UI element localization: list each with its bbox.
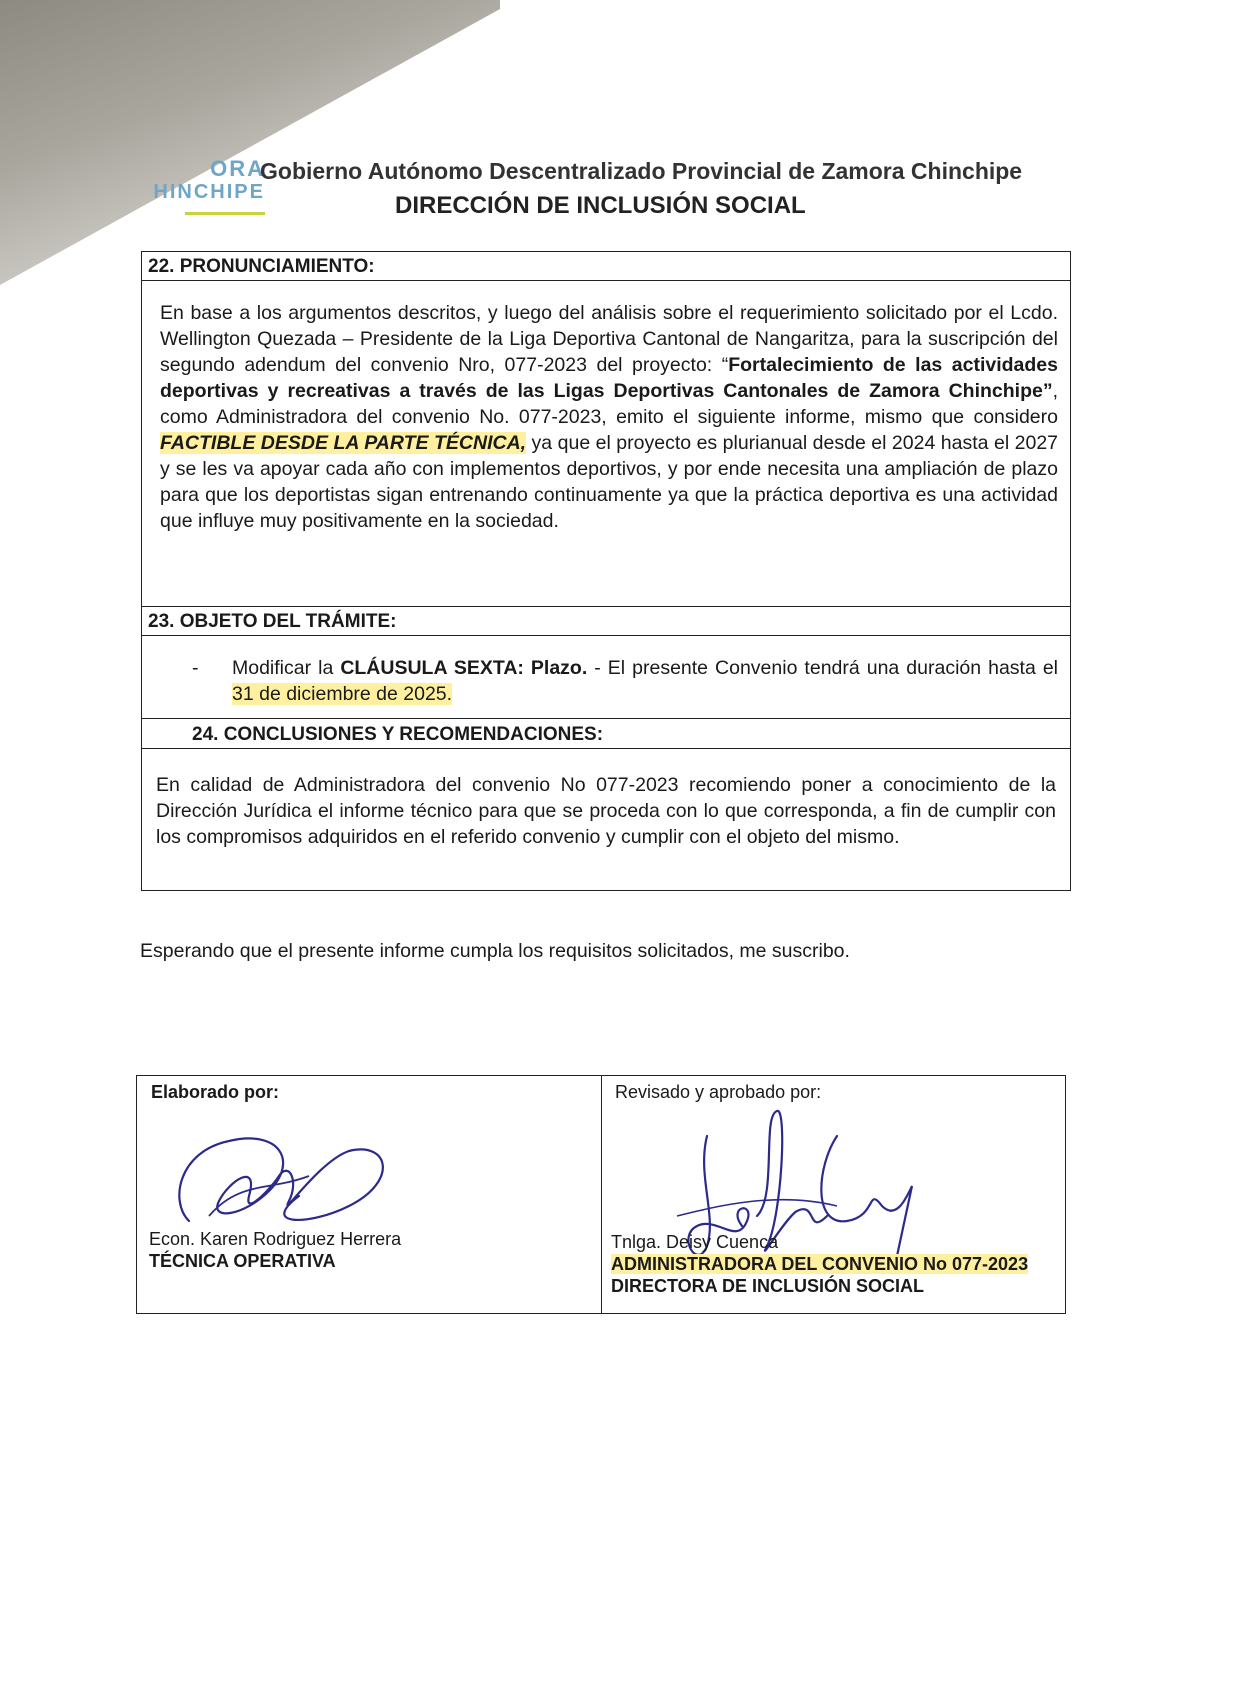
institution-logo: [125, 158, 265, 215]
section23-date-highlight: 31 de diciembre de 2025.: [232, 683, 453, 705]
org-name: Gobierno Autónomo Descentralizado Provincial de Zamora Chinchipe: [260, 158, 1023, 184]
section23-text-1: Modificar la: [232, 657, 341, 679]
approved-by-label: Revisado y aprobado por:: [615, 1082, 822, 1102]
section23-clause: CLÁUSULA SEXTA: Plazo.: [340, 657, 588, 679]
section23-title: 23. OBJETO DEL TRÁMITE:: [148, 611, 397, 632]
approver-role-2: DIRECTORA DE INCLUSIÓN SOCIAL: [611, 1276, 925, 1296]
section22-project-name: Fortalecimiento de las actividades deportivas y recreativas a través de las Ligas Deportivas Cantonales de Zamora Chinchipe”: [160, 354, 1058, 402]
department-title: DIRECCIÓN DE INCLUSIÓN SOCIAL: [395, 192, 806, 219]
section22-text-2: , como Administradora del convenio No. 077-2023, emito el siguiente informe, mismo que considero: [160, 380, 1058, 428]
signature-left: [149, 1121, 409, 1241]
section23-dash: -: [192, 657, 199, 679]
section24-title: 24. CONCLUSIONES Y RECOMENDACIONES:: [192, 724, 604, 745]
section22-text: [160, 300, 1058, 534]
section22-title: 22. PRONUNCIAMIENTO:: [148, 256, 375, 277]
section22-text-1: En base a los argumentos descritos, y luego del análisis sobre el requerimiento solicitado por el Lcdo. Wellington Quezada – Presidente de la Liga Deportiva Cantonal de Nangaritza, para la suscripción del segundo adendum del convenio Nro, 077-2023 del proyecto: “: [160, 302, 1058, 376]
closing-remark: Esperando que el presente informe cumpla los requisitos solicitados, me suscribo.: [140, 940, 850, 962]
logo-line1: ORA: [210, 156, 265, 181]
prepared-by-label: Elaborado por:: [151, 1082, 280, 1102]
section22-title-divider: [142, 280, 1070, 281]
section22-text-3: ya que el proyecto es plurianual desde el 2024 hasta el 2027 y se les va apoyar cada año con implementos deportivos, y por ende necesita una ampliación de plazo para que los deportistas sigan entrenando continuamente ya que la práctica deportiva es una actividad que influye muy positivamente en la sociedad.: [160, 432, 1059, 532]
section23-text: [232, 655, 1058, 707]
section23-text-2: - El presente Convenio tendrá una duración hasta el: [587, 657, 1058, 679]
signature-column-divider: [601, 1076, 602, 1313]
section24-divider: [142, 718, 1070, 719]
section23-title-divider: [142, 635, 1070, 636]
approver-role-1: ADMINISTRADORA DEL CONVENIO No 077-2023: [611, 1254, 1029, 1274]
logo-line2: HINCHIPE: [153, 181, 265, 203]
section23-divider: [142, 606, 1070, 607]
section22-highlight: FACTIBLE DESDE LA PARTE TÉCNICA,: [160, 432, 527, 454]
approver-name: Tnlga. Deisy Cuenca: [611, 1232, 779, 1252]
logo-bar: [185, 212, 265, 215]
section24-title-divider: [142, 748, 1070, 749]
section24-text: En calidad de Administradora del convenio No 077-2023 recomiendo poner a conocimiento de la Dirección Jurídica el informe técnico para que se proceda con lo que corresponda, a fin de cumplir con los compromisos adquiridos en el referido convenio y cumplir con el objeto del mismo.: [156, 774, 1056, 848]
preparer-role: TÉCNICA OPERATIVA: [149, 1251, 336, 1271]
report-table: [141, 251, 1071, 891]
preparer-name: Econ. Karen Rodriguez Herrera: [149, 1229, 402, 1249]
signature-table: [136, 1075, 1066, 1314]
